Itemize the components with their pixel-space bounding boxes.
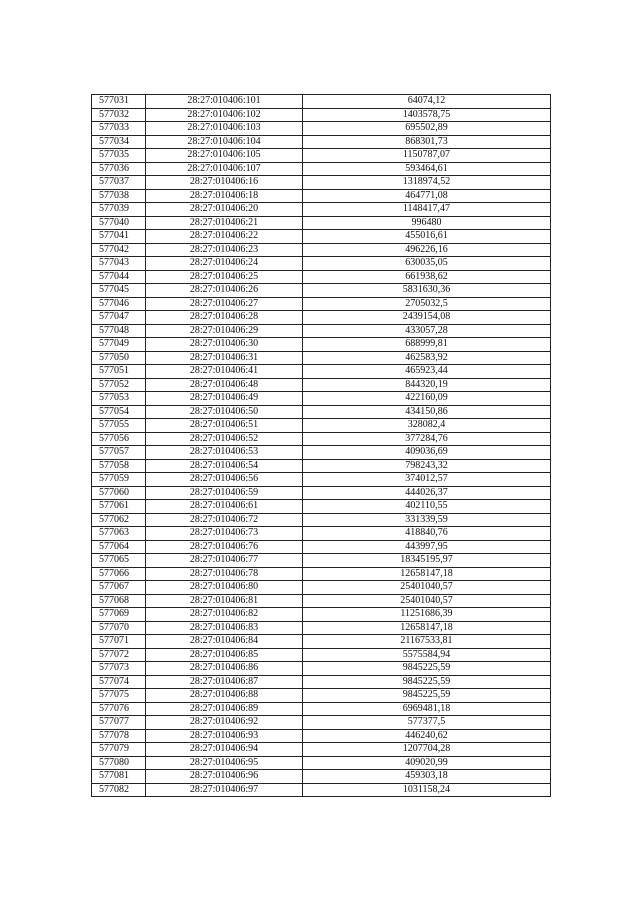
value-cell: 418840,76 (303, 527, 551, 541)
table-row (92, 432, 551, 446)
row-number-cell: 577068 (92, 594, 146, 608)
row-number-cell: 577032 (92, 108, 146, 122)
value-cell: 844320,19 (303, 378, 551, 392)
value-cell: 64074,12 (303, 95, 551, 109)
row-number-cell: 577054 (92, 405, 146, 419)
value-cell: 444026,37 (303, 486, 551, 500)
table-row (92, 648, 551, 662)
table-row (92, 135, 551, 149)
table-row (92, 567, 551, 581)
table-row (92, 95, 551, 109)
row-number-cell: 577046 (92, 297, 146, 311)
value-cell: 462583,92 (303, 351, 551, 365)
table-row (92, 324, 551, 338)
table-row (92, 621, 551, 635)
cadastral-number-cell: 28:27:010406:103 (146, 122, 303, 136)
row-number-cell: 577038 (92, 189, 146, 203)
table-row (92, 527, 551, 541)
cadastral-number-cell: 28:27:010406:93 (146, 729, 303, 743)
value-cell: 21167533,81 (303, 635, 551, 649)
cadastral-number-cell: 28:27:010406:52 (146, 432, 303, 446)
table-row (92, 216, 551, 230)
table-row (92, 554, 551, 568)
table-row (92, 446, 551, 460)
cadastral-number-cell: 28:27:010406:23 (146, 243, 303, 257)
value-cell: 996480 (303, 216, 551, 230)
data-table (91, 94, 551, 797)
cadastral-number-cell: 28:27:010406:107 (146, 162, 303, 176)
cadastral-number-cell: 28:27:010406:97 (146, 783, 303, 797)
value-cell: 630035,05 (303, 257, 551, 271)
value-cell: 12658147,18 (303, 621, 551, 635)
table-row (92, 486, 551, 500)
table-row (92, 689, 551, 703)
cadastral-number-cell: 28:27:010406:77 (146, 554, 303, 568)
row-number-cell: 577082 (92, 783, 146, 797)
row-number-cell: 577080 (92, 756, 146, 770)
row-number-cell: 577060 (92, 486, 146, 500)
row-number-cell: 577037 (92, 176, 146, 190)
cadastral-number-cell: 28:27:010406:89 (146, 702, 303, 716)
row-number-cell: 577050 (92, 351, 146, 365)
value-cell: 328082,4 (303, 419, 551, 433)
value-cell: 1150787,07 (303, 149, 551, 163)
row-number-cell: 577040 (92, 216, 146, 230)
row-number-cell: 577079 (92, 743, 146, 757)
table-row (92, 473, 551, 487)
table-row (92, 122, 551, 136)
row-number-cell: 577074 (92, 675, 146, 689)
table-row (92, 662, 551, 676)
value-cell: 496226,16 (303, 243, 551, 257)
row-number-cell: 577081 (92, 770, 146, 784)
value-cell: 5575584,94 (303, 648, 551, 662)
table-row (92, 351, 551, 365)
value-cell: 9845225,59 (303, 675, 551, 689)
cadastral-number-cell: 28:27:010406:84 (146, 635, 303, 649)
row-number-cell: 577043 (92, 257, 146, 271)
value-cell: 661938,62 (303, 270, 551, 284)
row-number-cell: 577063 (92, 527, 146, 541)
cadastral-number-cell: 28:27:010406:59 (146, 486, 303, 500)
row-number-cell: 577065 (92, 554, 146, 568)
value-cell: 446240,62 (303, 729, 551, 743)
value-cell: 464771,08 (303, 189, 551, 203)
table-row (92, 257, 551, 271)
value-cell: 25401040,57 (303, 581, 551, 595)
value-cell: 9845225,59 (303, 689, 551, 703)
row-number-cell: 577044 (92, 270, 146, 284)
row-number-cell: 577036 (92, 162, 146, 176)
value-cell: 1403578,75 (303, 108, 551, 122)
value-cell: 402110,55 (303, 500, 551, 514)
table-row (92, 149, 551, 163)
row-number-cell: 577078 (92, 729, 146, 743)
cadastral-number-cell: 28:27:010406:48 (146, 378, 303, 392)
cadastral-number-cell: 28:27:010406:78 (146, 567, 303, 581)
row-number-cell: 577061 (92, 500, 146, 514)
cadastral-number-cell: 28:27:010406:83 (146, 621, 303, 635)
value-cell: 2705032,5 (303, 297, 551, 311)
table-row (92, 594, 551, 608)
row-number-cell: 577075 (92, 689, 146, 703)
cadastral-number-cell: 28:27:010406:26 (146, 284, 303, 298)
table-row (92, 675, 551, 689)
row-number-cell: 577067 (92, 581, 146, 595)
value-cell: 377284,76 (303, 432, 551, 446)
table-row (92, 513, 551, 527)
row-number-cell: 577049 (92, 338, 146, 352)
table-row (92, 459, 551, 473)
row-number-cell: 577033 (92, 122, 146, 136)
value-cell: 443997,95 (303, 540, 551, 554)
value-cell: 455016,61 (303, 230, 551, 244)
value-cell: 459303,18 (303, 770, 551, 784)
cadastral-number-cell: 28:27:010406:21 (146, 216, 303, 230)
cadastral-number-cell: 28:27:010406:104 (146, 135, 303, 149)
table-row (92, 365, 551, 379)
row-number-cell: 577053 (92, 392, 146, 406)
table-row (92, 405, 551, 419)
cadastral-number-cell: 28:27:010406:49 (146, 392, 303, 406)
row-number-cell: 577058 (92, 459, 146, 473)
cadastral-number-cell: 28:27:010406:76 (146, 540, 303, 554)
cadastral-number-cell: 28:27:010406:102 (146, 108, 303, 122)
table-row (92, 716, 551, 730)
cadastral-number-cell: 28:27:010406:56 (146, 473, 303, 487)
table-row (92, 284, 551, 298)
value-cell: 688999,81 (303, 338, 551, 352)
cadastral-number-cell: 28:27:010406:80 (146, 581, 303, 595)
value-cell: 465923,44 (303, 365, 551, 379)
value-cell: 868301,73 (303, 135, 551, 149)
cadastral-number-cell: 28:27:010406:53 (146, 446, 303, 460)
table-row (92, 230, 551, 244)
cadastral-number-cell: 28:27:010406:94 (146, 743, 303, 757)
table-row (92, 338, 551, 352)
value-cell: 25401040,57 (303, 594, 551, 608)
cadastral-number-cell: 28:27:010406:81 (146, 594, 303, 608)
table-row (92, 419, 551, 433)
cadastral-number-cell: 28:27:010406:31 (146, 351, 303, 365)
cadastral-number-cell: 28:27:010406:16 (146, 176, 303, 190)
cadastral-number-cell: 28:27:010406:73 (146, 527, 303, 541)
row-number-cell: 577073 (92, 662, 146, 676)
table-row (92, 756, 551, 770)
row-number-cell: 577056 (92, 432, 146, 446)
row-number-cell: 577072 (92, 648, 146, 662)
table-body (92, 95, 551, 797)
value-cell: 593464,61 (303, 162, 551, 176)
value-cell: 695502,89 (303, 122, 551, 136)
cadastral-number-cell: 28:27:010406:82 (146, 608, 303, 622)
cadastral-number-cell: 28:27:010406:27 (146, 297, 303, 311)
table-row (92, 783, 551, 797)
value-cell: 798243,32 (303, 459, 551, 473)
table-row (92, 378, 551, 392)
value-cell: 409036,69 (303, 446, 551, 460)
row-number-cell: 577034 (92, 135, 146, 149)
row-number-cell: 577062 (92, 513, 146, 527)
cadastral-number-cell: 28:27:010406:50 (146, 405, 303, 419)
row-number-cell: 577057 (92, 446, 146, 460)
row-number-cell: 577042 (92, 243, 146, 257)
cadastral-number-cell: 28:27:010406:29 (146, 324, 303, 338)
cadastral-number-cell: 28:27:010406:18 (146, 189, 303, 203)
table-row (92, 743, 551, 757)
row-number-cell: 577064 (92, 540, 146, 554)
cadastral-number-cell: 28:27:010406:25 (146, 270, 303, 284)
value-cell: 9845225,59 (303, 662, 551, 676)
value-cell: 1148417,47 (303, 203, 551, 217)
cadastral-number-cell: 28:27:010406:96 (146, 770, 303, 784)
cadastral-number-cell: 28:27:010406:85 (146, 648, 303, 662)
row-number-cell: 577077 (92, 716, 146, 730)
value-cell: 1031158,24 (303, 783, 551, 797)
table-row (92, 311, 551, 325)
table-row (92, 729, 551, 743)
cadastral-number-cell: 28:27:010406:72 (146, 513, 303, 527)
value-cell: 2439154,08 (303, 311, 551, 325)
cadastral-number-cell: 28:27:010406:51 (146, 419, 303, 433)
value-cell: 409020,99 (303, 756, 551, 770)
value-cell: 433057,28 (303, 324, 551, 338)
cadastral-number-cell: 28:27:010406:22 (146, 230, 303, 244)
value-cell: 331339,59 (303, 513, 551, 527)
value-cell: 422160,09 (303, 392, 551, 406)
row-number-cell: 577047 (92, 311, 146, 325)
table-row (92, 635, 551, 649)
cadastral-number-cell: 28:27:010406:30 (146, 338, 303, 352)
cadastral-number-cell: 28:27:010406:86 (146, 662, 303, 676)
cadastral-number-cell: 28:27:010406:41 (146, 365, 303, 379)
value-cell: 1207704,28 (303, 743, 551, 757)
value-cell: 374012,57 (303, 473, 551, 487)
table-row (92, 176, 551, 190)
value-cell: 5831630,36 (303, 284, 551, 298)
table-row (92, 702, 551, 716)
row-number-cell: 577059 (92, 473, 146, 487)
row-number-cell: 577035 (92, 149, 146, 163)
cadastral-number-cell: 28:27:010406:101 (146, 95, 303, 109)
table-row (92, 500, 551, 514)
row-number-cell: 577031 (92, 95, 146, 109)
cadastral-number-cell: 28:27:010406:54 (146, 459, 303, 473)
table-row (92, 203, 551, 217)
row-number-cell: 577041 (92, 230, 146, 244)
row-number-cell: 577070 (92, 621, 146, 635)
table-row (92, 108, 551, 122)
cadastral-number-cell: 28:27:010406:105 (146, 149, 303, 163)
cadastral-number-cell: 28:27:010406:24 (146, 257, 303, 271)
cadastral-number-cell: 28:27:010406:87 (146, 675, 303, 689)
row-number-cell: 577066 (92, 567, 146, 581)
cadastral-number-cell: 28:27:010406:95 (146, 756, 303, 770)
row-number-cell: 577069 (92, 608, 146, 622)
table-row (92, 162, 551, 176)
cadastral-number-cell: 28:27:010406:88 (146, 689, 303, 703)
row-number-cell: 577051 (92, 365, 146, 379)
table-row (92, 540, 551, 554)
value-cell: 434150,86 (303, 405, 551, 419)
row-number-cell: 577048 (92, 324, 146, 338)
table-row (92, 297, 551, 311)
table-row (92, 581, 551, 595)
table-row (92, 189, 551, 203)
table-row (92, 243, 551, 257)
value-cell: 12658147,18 (303, 567, 551, 581)
row-number-cell: 577045 (92, 284, 146, 298)
value-cell: 18345195,97 (303, 554, 551, 568)
value-cell: 1318974,52 (303, 176, 551, 190)
value-cell: 6969481,18 (303, 702, 551, 716)
cadastral-number-cell: 28:27:010406:28 (146, 311, 303, 325)
cadastral-number-cell: 28:27:010406:20 (146, 203, 303, 217)
row-number-cell: 577076 (92, 702, 146, 716)
cadastral-number-cell: 28:27:010406:92 (146, 716, 303, 730)
row-number-cell: 577055 (92, 419, 146, 433)
table-row (92, 270, 551, 284)
value-cell: 577377,5 (303, 716, 551, 730)
table-row (92, 392, 551, 406)
value-cell: 11251686,39 (303, 608, 551, 622)
table-row (92, 608, 551, 622)
row-number-cell: 577052 (92, 378, 146, 392)
row-number-cell: 577071 (92, 635, 146, 649)
cadastral-number-cell: 28:27:010406:61 (146, 500, 303, 514)
table-row (92, 770, 551, 784)
row-number-cell: 577039 (92, 203, 146, 217)
